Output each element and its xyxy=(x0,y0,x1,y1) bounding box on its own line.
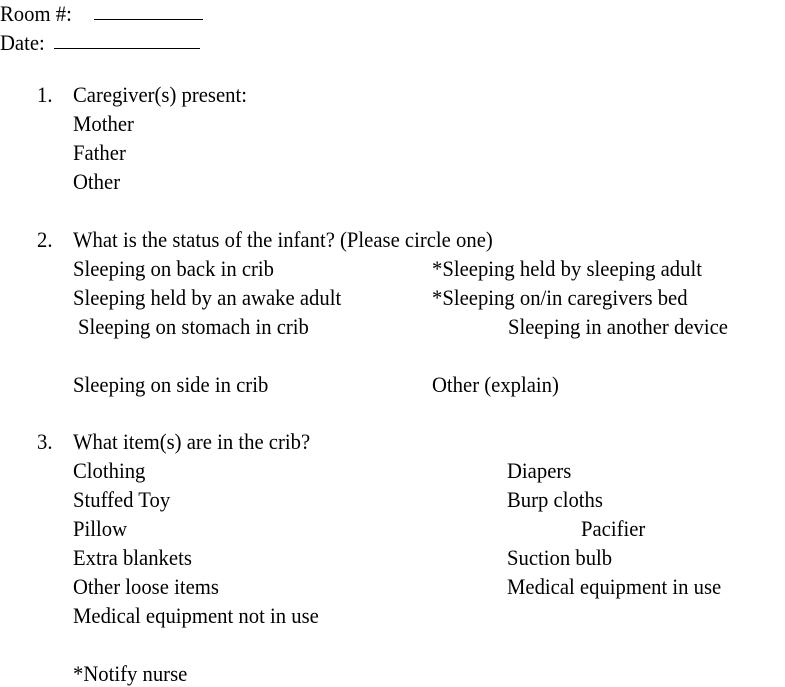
crib-item-burp-cloths[interactable]: Burp cloths xyxy=(507,487,603,512)
question-1-text: Caregiver(s) present: xyxy=(73,82,247,107)
crib-item-medical-equipment-in-use[interactable]: Medical equipment in use xyxy=(507,574,722,599)
crib-item-suction-bulb[interactable]: Suction bulb xyxy=(507,545,613,570)
question-2-text: What is the status of the infant? (Please circle one) xyxy=(73,227,493,252)
room-number-field[interactable] xyxy=(94,19,203,20)
status-option-another-device[interactable]: Sleeping in another device xyxy=(508,314,728,339)
caregiver-option-mother[interactable]: Mother xyxy=(73,111,134,136)
status-option-stomach-in-crib[interactable]: Sleeping on stomach in crib xyxy=(78,314,309,339)
status-option-caregivers-bed[interactable]: *Sleeping on/in caregivers bed xyxy=(432,285,688,310)
crib-item-stuffed-toy[interactable]: Stuffed Toy xyxy=(73,487,171,512)
room-number-label: Room #: xyxy=(0,1,72,26)
status-option-held-by-sleeping-adult[interactable]: *Sleeping held by sleeping adult xyxy=(432,256,702,281)
crib-item-pillow[interactable]: Pillow xyxy=(73,516,128,541)
status-option-side-in-crib[interactable]: Sleeping on side in crib xyxy=(73,372,269,397)
status-option-other-explain[interactable]: Other (explain) xyxy=(432,372,559,397)
crib-item-diapers[interactable]: Diapers xyxy=(507,458,572,483)
question-3-number: 3. xyxy=(37,429,53,454)
date-label: Date: xyxy=(0,30,45,55)
crib-item-medical-equipment-not-in-use[interactable]: Medical equipment not in use xyxy=(73,603,319,628)
crib-item-clothing[interactable]: Clothing xyxy=(73,458,146,483)
crib-item-pacifier[interactable]: Pacifier xyxy=(581,516,646,541)
status-option-held-by-awake-adult[interactable]: Sleeping held by an awake adult xyxy=(73,285,342,310)
question-3-text: What item(s) are in the crib? xyxy=(73,429,311,454)
caregiver-option-father[interactable]: Father xyxy=(73,140,126,165)
question-2-number: 2. xyxy=(37,227,53,252)
crib-item-other-loose-items[interactable]: Other loose items xyxy=(73,574,219,599)
footnote-notify-nurse: *Notify nurse xyxy=(73,661,188,686)
date-field[interactable] xyxy=(54,48,200,49)
caregiver-option-other[interactable]: Other xyxy=(73,169,121,194)
crib-item-extra-blankets[interactable]: Extra blankets xyxy=(73,545,192,570)
question-1-number: 1. xyxy=(37,82,53,107)
status-option-back-in-crib[interactable]: Sleeping on back in crib xyxy=(73,256,275,281)
